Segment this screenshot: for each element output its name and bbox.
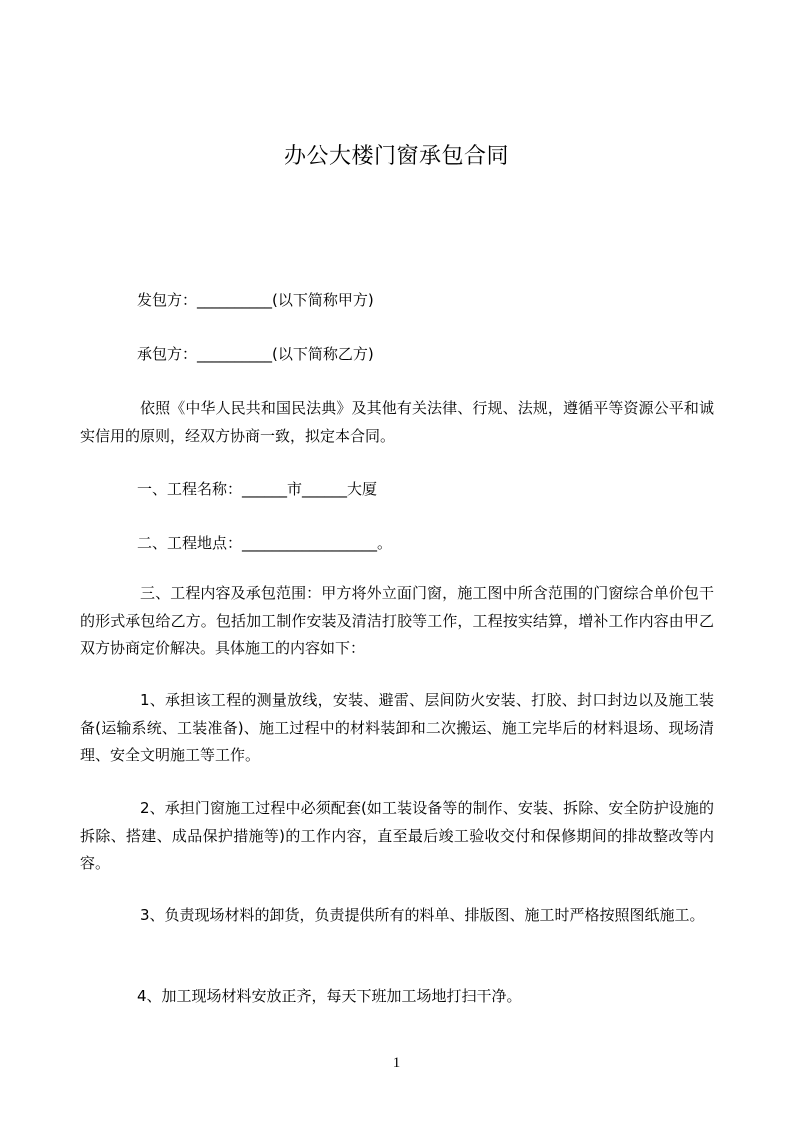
clause-project-name: 一、工程名称：______市______大厦 xyxy=(137,480,378,498)
clause-project-location: 二、工程地点：__________________。 xyxy=(137,534,393,552)
contract-title: 办公大楼门窗承包合同 xyxy=(283,144,509,169)
party-a-line: 发包方：__________(以下简称甲方) xyxy=(137,291,374,309)
page-number: 1 xyxy=(392,1055,401,1071)
scope-item-3: 3、负责现场材料的卸货，负责提供所有的料单、排版图、施工时严格按照图纸施工。 xyxy=(140,906,705,924)
scope-item-1: 1、承担该工程的测量放线，安装、避雷、层间防火安装、打胶、封口封边以及施工装备(运输系统、工装准备)、施工过程中的材料装卸和二次搬运、施工完毕后的材料退场、现场清理、安全文明施工等工作。 xyxy=(80,691,714,764)
party-b-line: 承包方：__________(以下简称乙方) xyxy=(137,345,374,363)
scope-item-2: 2、承担门窗施工过程中必须配套(如工装设备等的制作、安装、拆除、安全防护设施的拆除、搭建、成品保护措施等)的工作内容，直至最后竣工验收交付和保修期间的排故整改等内容。 xyxy=(80,799,714,872)
clause-scope: 三、工程内容及承包范围：甲方将外立面门窗，施工图中所含范围的门窗综合单价包干的形式承包给乙方。包括加工制作安装及清洁打胶等工作，工程按实结算，增补工作内容由甲乙双方协商定价解决。具体施工的内容如下： xyxy=(80,584,714,657)
preamble-paragraph: 依照《中华人民共和国民法典》及其他有关法律、行规、法规，遵循平等资源公平和诚实信用的原则，经双方协商一致，拟定本合同。 xyxy=(80,399,714,445)
scope-item-4: 4、加工现场材料安放正齐，每天下班加工场地打扫干净。 xyxy=(137,987,522,1005)
